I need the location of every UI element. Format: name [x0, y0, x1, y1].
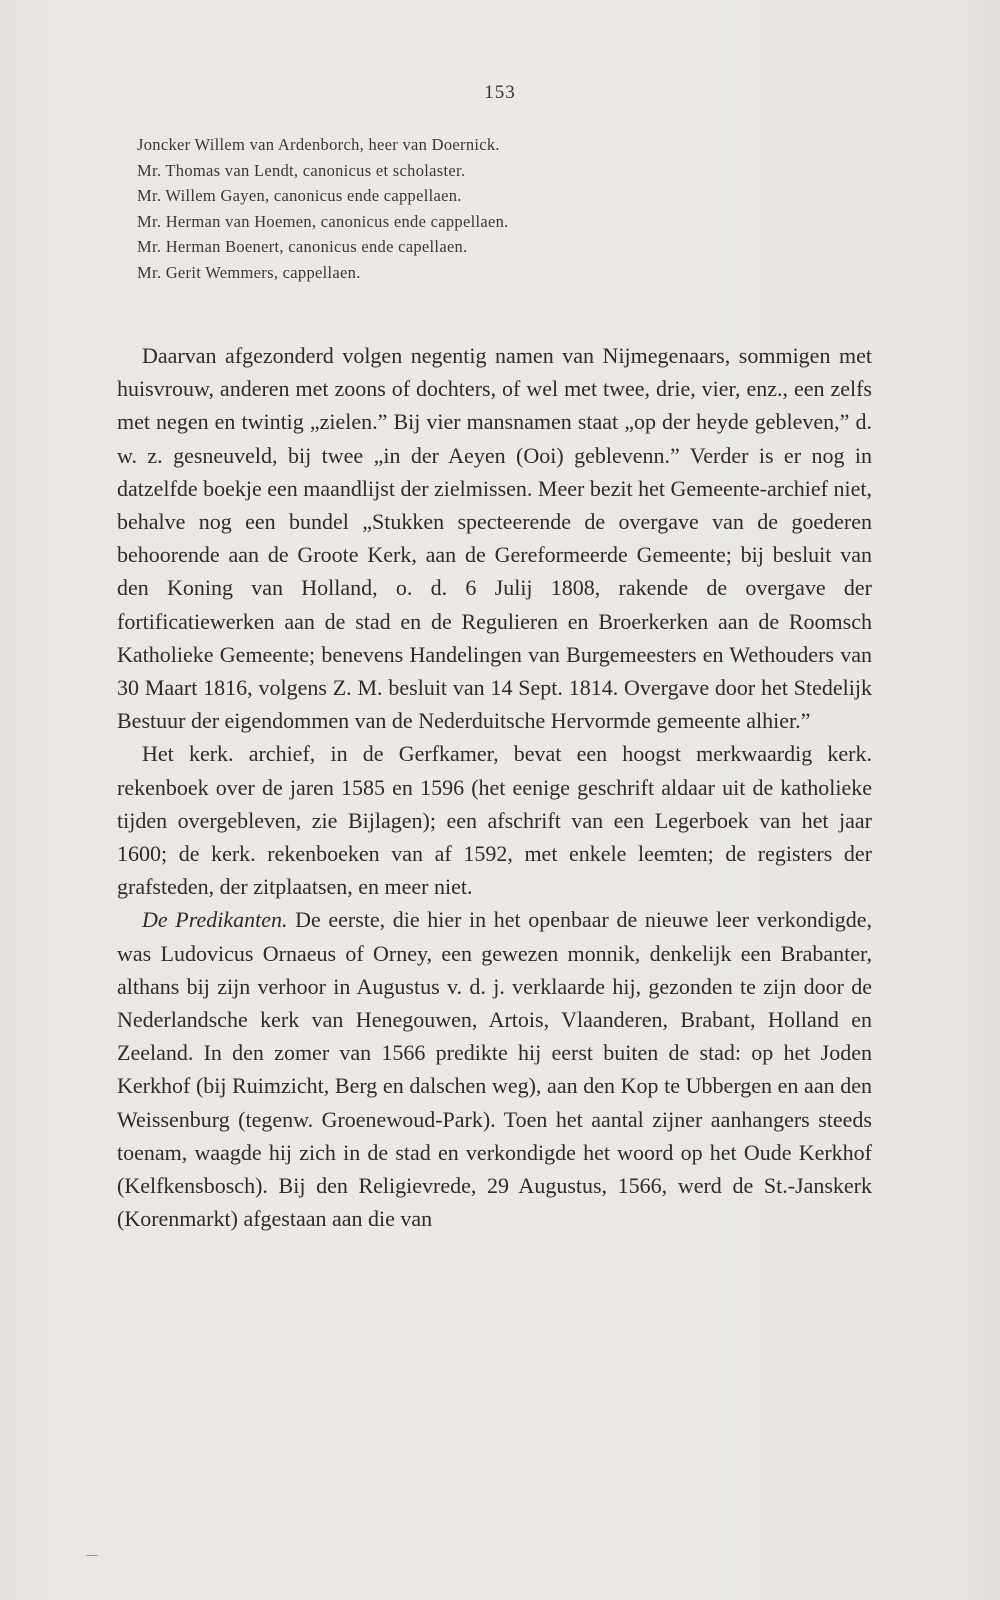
name-line: Mr. Thomas van Lendt, canonicus et scholaster. — [137, 160, 466, 180]
paragraph-text: De eerste, die hier in het openbaar de nieuwe leer verkondigde, was Ludovicus Ornaeus of Orney, een gewezen monnik, denkelijk een Brabanter, althans bij zijn verhoor in Augustus v. d. j. verklaarde hij, gezonden te zijn door de Nederlandsche kerk van Henegouwen, Artois, Vlaanderen, Brabant, Holland en Zeeland. In den zomer van 1566 predikte hij eerst buiten de stad: op het Joden Kerkhof (bij Ruimzicht, Berg en dalschen weg), aan den Kop te Ubbergen en aan den Weissenburg (tegenw. Groenewoud-Park). Toen het aantal zijner aanhangers steeds toenam, waagde hij zich in de stad en verkondigde het woord op het Oude Kerkhof (Kelfkensbosch). Bij den Religievrede, 29 Augustus, 1566, werd de St.-Janskerk (Korenmarkt) afgestaan aan die van — [117, 907, 872, 1232]
body-text — [117, 339, 872, 1235]
name-line: Mr. Willem Gayen, canonicus ende cappellaen. — [137, 186, 462, 206]
paragraph — [117, 903, 872, 1235]
name-line: Mr. Gerit Wemmers, cappellaen. — [137, 262, 361, 282]
name-line: Mr. Herman van Hoemen, canonicus ende cappellaen. — [137, 211, 509, 231]
section-heading: De Predikanten. — [142, 907, 288, 933]
name-list — [137, 132, 877, 286]
name-line: Joncker Willem van Ardenborch, heer van Doernick. — [137, 135, 500, 154]
page-number: 153 — [484, 82, 516, 103]
name-line: Mr. Herman Boenert, canonicus ende capellaen. — [137, 237, 468, 257]
margin-mark — [86, 1555, 98, 1556]
paragraph: Het kerk. archief, in de Gerfkamer, bevat een hoogst merkwaardig kerk. rekenboek over de jaren 1585 en 1596 (het eenige geschrift aldaar uit de katholieke tijden overgebleven, zie Bijlagen); een afschrift van een Legerboek van het jaar 1600; de kerk. rekenboeken van af 1592, met enkele leemten; de registers der grafsteden, der zitplaatsen, en meer niet. — [117, 741, 872, 900]
paragraph: Daarvan afgezonderd volgen negentig namen van Nijmegenaars, sommigen met huisvrouw, anderen met zoons of dochters, of wel met twee, drie, vier, enz., een zelfs met negen en twintig „zielen.” Bij vier mansnamen staat „op der heyde gebleven,” d. w. z. gesneuveld, bij twee „in der Aeyen (Ooi) geblevenn.” Verder is er nog in datzelfde boekje een maandlijst der zielmissen. Meer bezit het Gemeente-archief niet, behalve nog een bundel „Stukken specteerende de overgave van de goederen behoorende aan de Groote Kerk, aan de Gereformeerde Gemeente; bij besluit van den Koning van Holland, o. d. 6 Julij 1808, rakende de overgave der fortificatiewerken aan de stad en de Regulieren en Broerkerken aan de Roomsch Katholieke Gemeente; benevens Handelingen van Burgemeesters en Wethouders van 30 Maart 1816, volgens Z. M. besluit van 14 Sept. 1814. Overgave door het Stedelijk Bestuur der eigendommen van de Nederduitsche Hervormde gemeente alhier.” — [117, 343, 872, 734]
